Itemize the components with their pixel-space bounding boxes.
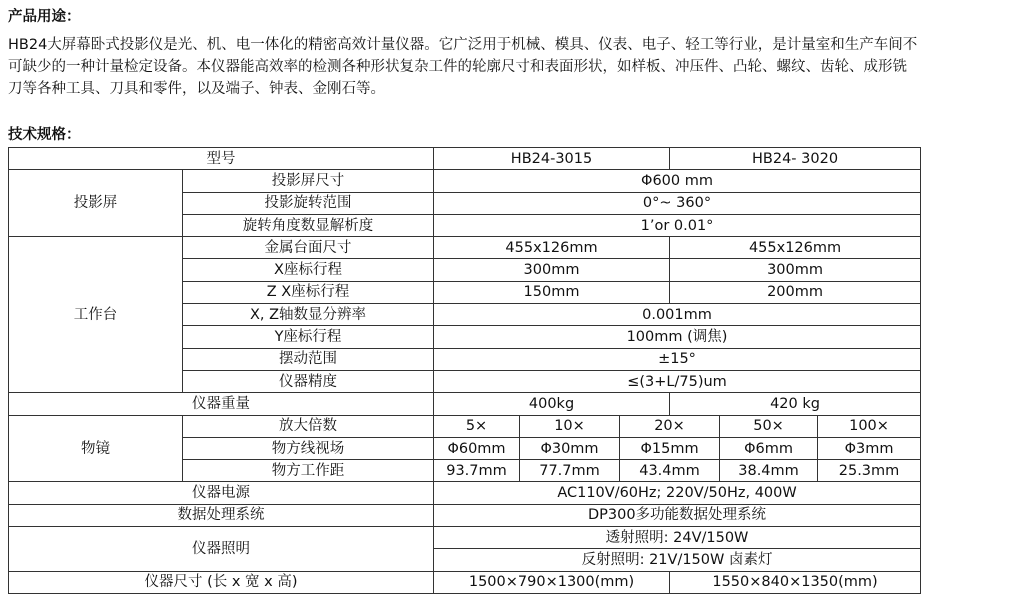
row-label: 仪器重量 (9, 393, 434, 415)
usage-line: 可缺少的一种计量检定设备。本仪器能高效率的检测各种形状复杂工件的轮廓尺寸和表面形状，如样板、冲压件、凸轮、螺纹、齿轮、成形铣 (8, 59, 907, 75)
row-value-b: 455x126mm (670, 237, 921, 259)
model-b: HB24- 3020 (670, 148, 921, 170)
objective-cell: Φ60mm (434, 437, 520, 459)
table-row (9, 415, 921, 437)
table-row-dimensions (9, 571, 921, 593)
row-value: 0.001mm (434, 304, 921, 326)
row-label: Y座标行程 (183, 326, 434, 348)
table-row (9, 237, 921, 259)
stage-group: 工作台 (9, 237, 183, 393)
row-label: 仪器照明 (9, 527, 434, 572)
row-value: AC110V/60Hz; 220V/50Hz, 400W (434, 482, 921, 504)
row-label: Z X座标行程 (183, 281, 434, 303)
row-value-a: 300mm (434, 259, 670, 281)
row-label: 仪器电源 (9, 482, 434, 504)
table-row-data-system (9, 504, 921, 526)
row-label: 数据处理系统 (9, 504, 434, 526)
table-row-lighting (9, 527, 921, 549)
row-label: 摆动范围 (183, 348, 434, 370)
spec-table (8, 147, 921, 594)
row-value-a: 1500×790×1300(mm) (434, 571, 670, 593)
usage-line: 刀等各种工具、刀具和零件，以及端子、钟表、金刚石等。 (8, 81, 385, 97)
row-label: 物方线视场 (183, 437, 434, 459)
row-value: 0°~ 360° (434, 192, 921, 214)
table-row-model (9, 148, 921, 170)
row-value: 透射照明: 24V/150W (434, 527, 921, 549)
row-label: 物方工作距 (183, 460, 434, 482)
row-label: 金属台面尺寸 (183, 237, 434, 259)
objective-cell: Φ15mm (620, 437, 720, 459)
row-label: 仪器精度 (183, 370, 434, 392)
row-label: 投影旋转范围 (183, 192, 434, 214)
specs-heading: 技术规格： (8, 127, 81, 143)
row-value-b: 300mm (670, 259, 921, 281)
model-a: HB24-3015 (434, 148, 670, 170)
objective-cell: 100× (818, 415, 921, 437)
row-value-a: 150mm (434, 281, 670, 303)
objective-cell: 77.7mm (520, 460, 620, 482)
objective-cell: Φ6mm (720, 437, 818, 459)
objective-cell: 10× (520, 415, 620, 437)
row-value: Φ600 mm (434, 170, 921, 192)
objective-group: 物镜 (9, 415, 183, 482)
objective-cell: 43.4mm (620, 460, 720, 482)
objective-cell: Φ30mm (520, 437, 620, 459)
objective-cell: 50× (720, 415, 818, 437)
row-value-b: 1550×840×1350(mm) (670, 571, 921, 593)
objective-cell: 20× (620, 415, 720, 437)
usage-line: HB24大屏幕卧式投影仪是光、机、电一体化的精密高效计量仪器。它广泛用于机械、模具、仪表、电子、轻工等行业，是计量室和生产车间不 (8, 37, 918, 53)
row-label: 仪器尺寸 (长 x 宽 x 高) (9, 571, 434, 593)
row-value-a: 400kg (434, 393, 670, 415)
row-value: DP300多功能数据处理系统 (434, 504, 921, 526)
table-row-weight (9, 393, 921, 415)
row-label: 旋转角度数显解析度 (183, 214, 434, 236)
objective-cell: 5× (434, 415, 520, 437)
objective-cell: 38.4mm (720, 460, 818, 482)
objective-cell: 93.7mm (434, 460, 520, 482)
row-value: 反射照明: 21V/150W 卤素灯 (434, 549, 921, 571)
row-label: 放大倍数 (183, 415, 434, 437)
screen-group: 投影屏 (9, 170, 183, 237)
row-value-b: 420 kg (670, 393, 921, 415)
row-label: X座标行程 (183, 259, 434, 281)
objective-cell: Φ3mm (818, 437, 921, 459)
row-label: 投影屏尺寸 (183, 170, 434, 192)
objective-cell: 25.3mm (818, 460, 921, 482)
row-value: 1’or 0.01° (434, 214, 921, 236)
usage-heading: 产品用途： (8, 9, 81, 25)
row-value: ±15° (434, 348, 921, 370)
row-value: 100mm (调焦) (434, 326, 921, 348)
table-row-power (9, 482, 921, 504)
row-value-a: 455x126mm (434, 237, 670, 259)
usage-paragraph (8, 34, 998, 100)
model-label: 型号 (9, 148, 434, 170)
table-row (9, 170, 921, 192)
row-value: ≤(3+L/75)um (434, 370, 921, 392)
row-value-b: 200mm (670, 281, 921, 303)
row-label: X, Z轴数显分辨率 (183, 304, 434, 326)
